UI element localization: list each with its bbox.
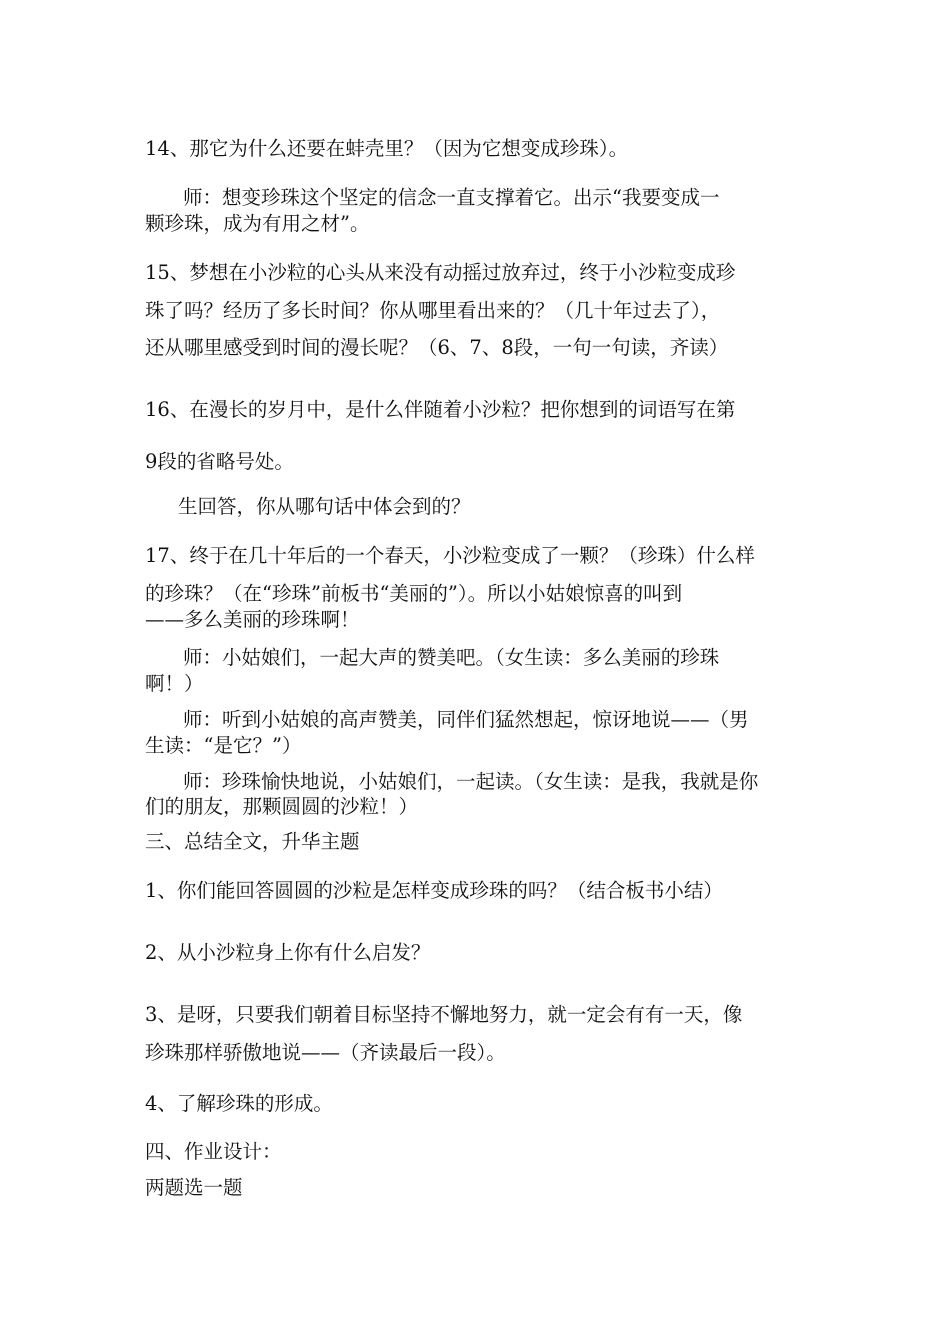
text-line: 3、是呀，只要我们朝着目标坚持不懈地努力，就一定会有有一天，像 <box>145 1003 743 1026</box>
text-line: 17、终于在几十年后的一个春天，小沙粒变成了一颗？（珍珠）什么样 <box>145 544 755 567</box>
text-line: 颗珍珠，成为有用之材”。 <box>145 212 370 235</box>
text-line: 啊！） <box>145 672 204 695</box>
section-heading: 四、作业设计： <box>145 1140 282 1163</box>
text-line: 的珍珠？（在“珍珠”前板书“美丽的”）。所以小姑娘惊喜的叫到 <box>145 582 683 605</box>
text-line: 生回答，你从哪句话中体会到的？ <box>178 495 471 518</box>
text-line: 16、在漫长的岁月中，是什么伴随着小沙粒？把你想到的词语写在第 <box>145 398 736 421</box>
text-line: 4、了解珍珠的形成。 <box>145 1092 333 1115</box>
text-line: 1、你们能回答圆圆的沙粒是怎样变成珍珠的吗？（结合板书小结） <box>145 879 723 902</box>
text-line: 师：小姑娘们，一起大声的赞美吧。（女生读：多么美丽的珍珠 <box>183 646 720 669</box>
text-line: ——多么美丽的珍珠啊！ <box>145 608 360 631</box>
text-line: 珍珠那样骄傲地说——（齐读最后一段）。 <box>145 1041 506 1064</box>
text-line: 14、那它为什么还要在蚌壳里？（因为它想变成珍珠）。 <box>145 137 629 160</box>
text-line: 15、梦想在小沙粒的心头从来没有动摇过放弃过，终于小沙粒变成珍 <box>145 261 736 284</box>
text-line: 师：珍珠愉快地说，小姑娘们，一起读。（女生读：是我，我就是你 <box>183 770 759 793</box>
text-line: 师：听到小姑娘的高声赞美，同伴们猛然想起，惊讶地说——（男 <box>183 708 749 731</box>
text-line: 生读：“是它？”） <box>145 734 302 757</box>
text-line: 9段的省略号处。 <box>145 450 294 473</box>
text-line: 师：想变珍珠这个坚定的信念一直支撑着它。出示“我要变成一 <box>183 186 720 209</box>
text-line: 两题选一题 <box>145 1176 243 1199</box>
text-line: 珠了吗？经历了多长时间？你从哪里看出来的？（几十年过去了）， <box>145 299 721 322</box>
text-line: 2、从小沙粒身上你有什么启发？ <box>145 941 431 964</box>
text-line: 们的朋友，那颗圆圆的沙粒！） <box>145 795 419 818</box>
section-heading: 三、总结全文，升华主题 <box>145 830 360 853</box>
text-line: 还从哪里感受到时间的漫长呢？（6、7、8段，一句一句读，齐读） <box>145 336 729 359</box>
